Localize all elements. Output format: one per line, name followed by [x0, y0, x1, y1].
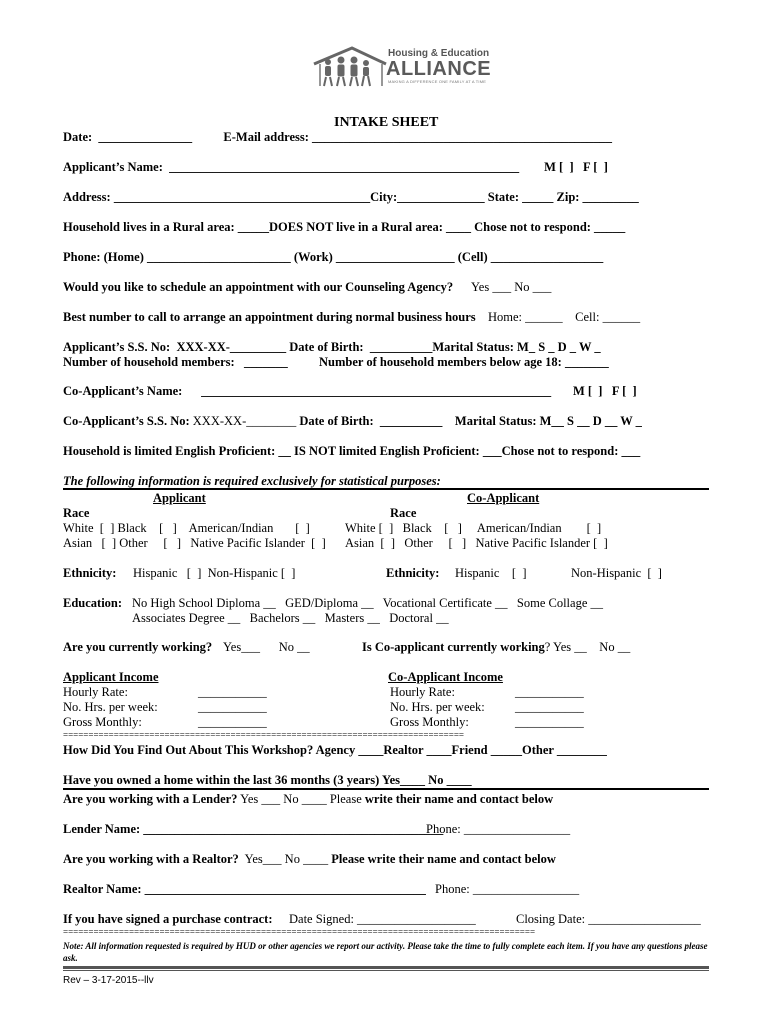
income-label-hourly-applicant: Hourly Rate: — [63, 685, 128, 699]
ssn-row[interactable]: Applicant’s S.S. No: XXX-XX-_________ Date of Birth: __________Marital Status: M_ S _ D _ W _ — [63, 340, 601, 354]
logo-line2: ALLIANCE — [386, 58, 492, 80]
page-title: INTAKE SHEET — [334, 115, 439, 130]
education-row1[interactable]: No High School Diploma __ GED/Diploma __ Vocational Certificate __ Some Collage __ — [132, 596, 604, 610]
income-label-hours-applicant: No. Hrs. per week: — [63, 700, 158, 714]
working-answer-applicant[interactable]: Yes___ No __ — [223, 640, 310, 654]
statistical-note: The following information is required exclusively for statistical purposes: — [63, 474, 441, 488]
race-row2-coapplicant[interactable]: Asian [ ] Other [ ] Native Pacific Islander [ ] — [345, 536, 608, 550]
realtor-instruction: Please write their name and contact below — [331, 852, 556, 866]
coapplicant-header: Co-Applicant — [467, 491, 540, 505]
separator-equals: =============================================================================== — [63, 730, 464, 740]
income-blank-hours-applicant[interactable]: ___________ — [198, 700, 267, 714]
contract-date-signed[interactable]: Date Signed: ___________________ — [289, 912, 476, 926]
logo-line1: Housing & Education — [388, 48, 490, 59]
address-row[interactable]: Address: _________________________________________City:______________ State: _____ Zip: _________ — [63, 190, 639, 204]
realtor-name-row[interactable]: Realtor Name: _____________________________________________ — [63, 882, 426, 896]
working-question-coapplicant: Is Co-applicant currently working — [362, 640, 545, 654]
house-family-icon — [308, 44, 388, 88]
ethnicity-coapplicant-nonhispanic[interactable]: Non-Hispanic [ ] — [571, 566, 662, 580]
coapplicant-income-header: Co-Applicant Income — [388, 670, 503, 684]
lender-question: Are you working with a Lender? — [63, 792, 238, 806]
lender-name-row[interactable]: Lender Name: ________________________________________________ — [63, 822, 444, 836]
rural-row[interactable]: Household lives in a Rural area: _____DOES NOT live in a Rural area: ____ Chose not to respond: _____ — [63, 220, 626, 234]
realtor-phone[interactable]: Phone: _________________ — [435, 882, 580, 896]
education-label: Education: — [63, 596, 123, 610]
schedule-answer[interactable]: Yes ___ No ___ — [471, 280, 552, 294]
best-number-answer[interactable]: Home: ______ Cell: ______ — [488, 310, 641, 324]
revision-text: Rev – 3-17-2015--llv — [63, 975, 154, 986]
divider — [63, 488, 709, 490]
coapplicant-ssn-value[interactable]: XXX-XX-________ — [192, 414, 300, 428]
realtor-answer[interactable]: Yes___ No ____ — [238, 852, 332, 866]
hud-note: Note: All information requested is required by HUD or other agencies we report our activity. Please take the time to fully complete each item. If you have any questions please ask. — [63, 941, 708, 963]
phone-row[interactable]: Phone: (Home) _______________________ (Work) ___________________ (Cell) __________________ — [63, 250, 604, 264]
lender-instruction: write their name and contact below — [364, 792, 554, 806]
best-number-question: Best number to call to arrange an appointment during normal business hours — [63, 310, 476, 324]
ethnicity-applicant[interactable]: Hispanic [ ] Non-Hispanic [ ] — [133, 566, 296, 580]
coapplicant-dob-marital[interactable]: Date of Birth: __________ Marital Status: M__ S __ D __ W _ — [299, 414, 642, 428]
realtor-question-row[interactable] — [63, 852, 556, 867]
schedule-question: Would you like to schedule an appointment with our Counseling Agency? — [63, 280, 454, 294]
income-blank-gross-applicant[interactable]: ___________ — [198, 715, 267, 729]
lender-question-row[interactable] — [63, 792, 553, 807]
logo-tagline: MAKING A DIFFERENCE ONE FAMILY AT A TIME — [388, 79, 487, 84]
ethnicity-label-applicant: Ethnicity: — [63, 566, 117, 580]
date-email-row[interactable]: Date: _______________ E-Mail address: ________________________________________________ — [63, 130, 613, 144]
applicant-income-header: Applicant Income — [63, 670, 159, 684]
income-label-hourly-coapplicant: Hourly Rate: — [390, 685, 455, 699]
realtor-question: Are you working with a Realtor? — [63, 852, 239, 866]
race-label-coapplicant: Race — [390, 506, 417, 520]
income-label-hours-coapplicant: No. Hrs. per week: — [390, 700, 485, 714]
coapplicant-ssn-label: Co-Applicant’s S.S. No: — [63, 414, 193, 428]
race-label-applicant: Race — [63, 506, 90, 520]
income-blank-hourly-coapplicant[interactable]: ___________ — [515, 685, 584, 699]
working-answer-coapplicant[interactable]: ? Yes __ No __ — [544, 640, 631, 654]
income-blank-gross-coapplicant[interactable]: ___________ — [515, 715, 584, 729]
contract-closing-date[interactable]: Closing Date: __________________ — [516, 912, 701, 926]
alliance-logo — [308, 44, 508, 88]
household-row[interactable]: Number of household members: _______ Number of household members below age 18: _______ — [63, 355, 609, 369]
lender-answer[interactable]: Yes ___ No ____ Please — [237, 792, 365, 806]
working-coapplicant[interactable] — [362, 640, 630, 655]
divider — [63, 788, 709, 790]
separator-equals-long: ============================================================================================= — [63, 927, 536, 937]
english-row[interactable]: Household is limited English Proficient: __ IS NOT limited English Proficient: ___Chose not to respond: ___ — [63, 444, 641, 458]
workshop-row[interactable]: How Did You Find Out About This Workshop? Agency ____Realtor ____Friend _____Other ________ — [63, 743, 607, 757]
working-question-applicant: Are you currently working? — [63, 640, 213, 654]
ethnicity-coapplicant-hispanic[interactable]: Hispanic [ ] — [455, 566, 527, 580]
race-row1-applicant[interactable]: White [ ] Black [ ] American/Indian [ ] — [63, 521, 310, 535]
race-row1-coapplicant[interactable]: White [ ] Black [ ] American/Indian [ ] — [345, 521, 602, 535]
coapplicant-ssn-row[interactable] — [63, 414, 642, 429]
ethnicity-label-coapplicant: Ethnicity: — [386, 566, 440, 580]
race-row2-applicant[interactable]: Asian [ ] Other [ ] Native Pacific Islander [ ] — [63, 536, 326, 550]
divider-thin — [63, 970, 709, 971]
coapplicant-name-row[interactable]: Co-Applicant’s Name: ________________________________________________________ M [ ] F [ ] — [63, 384, 637, 398]
applicant-header: Applicant — [153, 491, 206, 505]
income-blank-hours-coapplicant[interactable]: ___________ — [515, 700, 584, 714]
contract-question: If you have signed a purchase contract: — [63, 912, 273, 926]
applicant-name-row[interactable]: Applicant’s Name: ________________________________________________________ M [ ] F [ ] — [63, 160, 608, 174]
income-label-gross-coapplicant: Gross Monthly: — [390, 715, 469, 729]
income-label-gross-applicant: Gross Monthly: — [63, 715, 142, 729]
income-blank-hourly-applicant[interactable]: ___________ — [198, 685, 267, 699]
education-row2[interactable]: Associates Degree __ Bachelors __ Masters __ Doctoral __ — [132, 611, 449, 625]
owned-home-row[interactable]: Have you owned a home within the last 36 months (3 years) Yes____ No ____ — [63, 773, 472, 787]
lender-phone[interactable]: Phone: _________________ — [426, 822, 571, 836]
divider-thick — [63, 966, 709, 969]
